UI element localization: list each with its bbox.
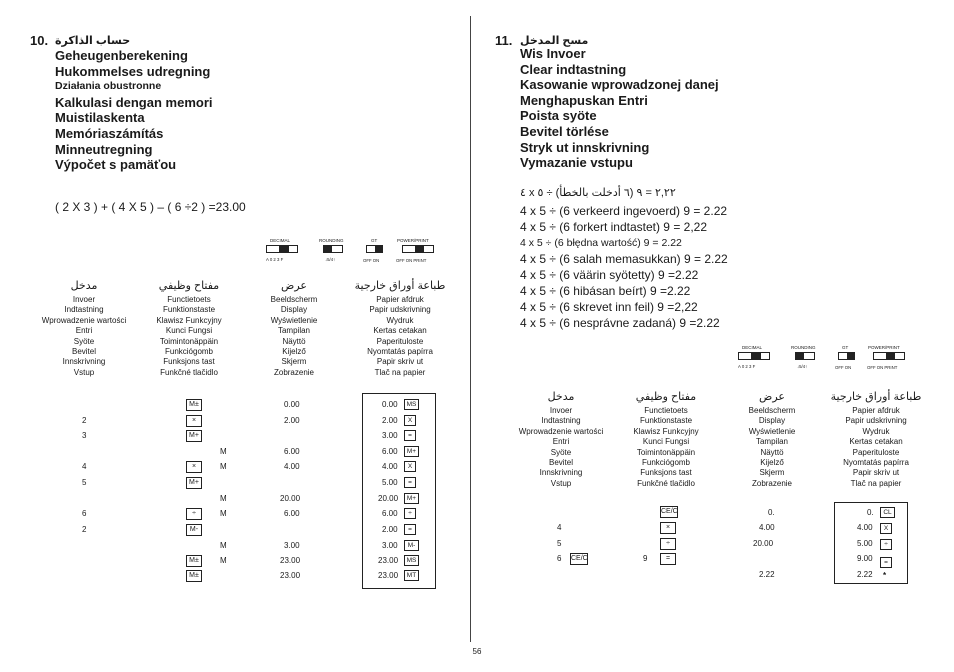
column-item: Wydruk [862,426,890,436]
column-item: Kertas cetakan [849,437,903,447]
tape-value: 23.00 [378,571,399,580]
memory-minus-key: M- [186,524,202,536]
up-arrow-icon: ↑ [333,257,336,262]
title-line: Memóriaszámítás [55,125,164,141]
page-number: 56 [472,647,482,656]
decimal-ticks: A 0 2 3 F [266,257,284,262]
tape-symbol: ÷ [404,508,416,519]
input-value: 5 [557,539,562,548]
column-item: Klawisz Funkcyjny [633,426,699,436]
example-line: 4 x 5 ÷ (6 skrevet inn feil) 9 =2,22 [520,300,698,314]
tape-symbol: M+ [404,446,419,457]
display-value: 2.00 [284,416,300,425]
tape-value: 6.00 [382,509,398,518]
tape-value: 3.00 [382,541,398,550]
display-column [730,391,814,489]
function-key-column [140,280,238,378]
title-line: Clear indtastning [520,61,627,77]
decimal-ticks: A 0 2 3 F [738,364,756,369]
memory-indicator: M [220,462,227,471]
column-item: Zobrazenie [751,478,793,488]
display-value: 0. [768,508,775,517]
memory-key: M± [186,399,202,411]
rounding-tick-label: 5/4 [327,257,334,262]
tape-symbol: M+ [404,493,419,504]
input-value: 4 [557,523,562,532]
column-item: Invoer [549,406,573,415]
column-item: Tlač na papier [850,478,902,488]
column-item: Beeldscherm [270,295,318,304]
tape-symbol: = [404,430,416,441]
title-line: Bevitel törlése [520,123,609,139]
title-line: Kasowanie wprowadzonej danej [520,77,719,93]
down-arrow-icon: ↓ [797,364,800,369]
paper-tape [362,393,436,589]
column-item: Vstup [550,478,572,488]
column-item: Näyttö [282,336,306,346]
title-line: Wis Invoer [520,46,586,61]
column-item: Funksjons tast [163,357,215,367]
column-item: Zobrazenie [273,367,315,377]
memory-indicator: M [220,556,227,565]
equals-key: = [660,553,676,565]
column-item: Toimintonäppäin [159,336,219,346]
gt-label: GT [371,238,378,243]
tape-value: 23.00 [378,556,399,565]
column-item: Funkciógomb [641,458,691,468]
column-item: Kijelző [282,347,306,357]
multiply-key: × [186,461,202,473]
function-key-column [618,391,714,489]
tape-value: 2.00 [382,416,398,425]
title-line: Vymazanie vstupu [520,155,633,171]
power-switch [402,245,434,253]
column-item: Kunci Fungsi [165,326,213,336]
rounding-switch [795,352,815,360]
column-item: Kunci Fungsi [642,437,690,447]
decimal-switch [738,352,770,360]
column-item: Entri [552,437,570,447]
column-item: Wydruk [386,315,414,325]
tape-value: 2.00 [382,525,398,534]
tape-value: 2.22 [857,570,873,579]
title-line: Menghapuskan Entri [520,92,648,108]
gt-ticks: OFF ON [363,258,380,263]
column-item: Tampilan [277,326,310,336]
column-item: Nyomtatás papírra [843,458,909,468]
column-item: Wprowadzenie wartości [518,426,604,436]
rounding-label: ROUNDING [791,345,816,350]
tape-symbol: MT [404,570,419,581]
section-titles [520,46,719,171]
gt-switch [838,352,855,360]
title-line: Poista syöte [520,108,597,124]
tape-symbol: MS [404,399,419,410]
memory-indicator: M [220,541,227,550]
column-item: Klawisz Funkcyjny [156,315,222,325]
rounding-switch [323,245,343,253]
column-item: Papir skriv ut [376,357,424,367]
section-titles [55,48,213,173]
print-column [820,391,932,489]
divide-key: ÷ [186,508,202,520]
tape-symbol: ÷ [880,539,892,550]
column-item: Funktionstaste [639,416,693,426]
column-item: Tlač na papier [374,367,426,377]
column-item: Paperituloste [852,447,900,457]
total-mark: * [883,571,887,580]
example-lines [520,203,728,331]
title-line: Muistilaskenta [55,110,145,126]
decimal-switch [266,245,298,253]
entry-column [508,391,614,489]
column-header: مفتاح وظيفي [635,391,697,403]
column-item: Syöte [73,336,95,346]
tape-value: 9.00 [857,554,873,563]
memory-indicator: M [220,509,227,518]
column-item: Papir udskrivning [369,305,431,315]
multiply-key: × [186,415,202,427]
print-column [344,280,456,378]
input-value: 6 [82,509,87,518]
down-arrow-icon: ↓ [325,257,328,262]
column-item: Innskrivning [62,357,106,367]
power-label: POWER/PRINT [397,238,429,243]
column-item: Entri [75,326,93,336]
memory-total-key: M± [186,555,202,567]
tape-symbol: MS [404,555,419,566]
tape-value: 5.00 [857,539,873,548]
column-item: Display [758,416,786,426]
tape-value: 5.00 [382,478,398,487]
column-item: Functietoets [167,295,211,304]
tape-symbol: = [404,477,416,488]
display-value: 6.00 [284,509,300,518]
column-item: Bevitel [71,347,96,357]
display-column [252,280,336,378]
input-value: 6 [557,554,562,563]
example-line: 4 x 5 ÷ (6 forkert indtastet) 9 = 2,22 [520,220,708,234]
clear-entry-key: CE/C [570,553,588,565]
example-line: 4 x 5 ÷ (6 hibásan beírt) 9 =2.22 [520,284,691,298]
tape-value: 0.00 [382,400,398,409]
input-value: 5 [82,478,87,487]
column-item: Beeldscherm [748,406,796,415]
column-header: طباعة أوراق خارجية [830,391,922,403]
rounding-label: ROUNDING [319,238,344,243]
example-line: 4 x 5 ÷ (6 verkeerd ingevoerd) 9 = 2.22 [520,204,728,218]
rounding-ticks [797,364,807,369]
memory-indicator: M [220,494,227,503]
display-value: 3.00 [284,541,300,550]
tape-symbol: X [404,461,416,472]
clear-entry-key: CE/C [660,506,678,518]
tape-value: 6.00 [382,447,398,456]
column-item: Invoer [72,295,96,304]
display-value: 2.22 [759,570,775,579]
column-item: Kertas cetakan [373,326,427,336]
arabic-title: مسح المدخل [520,35,589,47]
column-item: Näyttö [760,447,784,457]
input-value: 4 [82,462,87,471]
rounding-ticks [325,257,335,262]
memory-plus-key: M+ [186,477,202,489]
arabic-example: ٢,٢٢ = ٩ (٦ أدخلت بالخطأ) ÷ ٥ x ٤ [520,187,676,199]
column-item: Display [280,305,308,315]
input-value: 2 [82,416,87,425]
title-line: Działania obustronne [55,80,162,93]
gt-switch [366,245,383,253]
tape-symbol: X [880,523,892,534]
tape-value: 3.00 [382,431,398,440]
title-line: Kalkulasi dengan memori [55,94,213,110]
column-item: Funkčné tlačidlo [637,478,695,488]
tape-symbol: = [880,557,892,568]
display-value: 4.00 [284,462,300,471]
column-header: عرض [759,391,785,403]
tape-symbol: X [404,415,416,426]
tape-symbol: = [404,524,416,535]
column-item: Indtastning [64,305,104,315]
up-arrow-icon: ↑ [805,364,808,369]
column-item: Skjerm [759,468,785,478]
tape-value: 4.00 [382,462,398,471]
display-value: 20.00 [753,539,774,548]
column-header: مفتاح وظيفي [158,280,220,292]
column-item: Paperituloste [376,336,424,346]
column-item: Wyświetlenie [748,426,796,436]
title-line: Výpočet s pamäťou [55,157,177,173]
input-value: 3 [82,431,87,440]
column-item: Nyomtatás papírra [367,347,433,357]
column-item: Tampilan [755,437,788,447]
column-item: Funksjons tast [640,468,692,478]
column-item: Papier afdruk [852,406,900,415]
memory-indicator: M [220,447,227,456]
example-line: 4 x 5 ÷ (6 väärin syötetty) 9 =2.22 [520,268,699,282]
column-item: Wprowadzenie wartości [41,315,127,325]
tape-symbol: CL [880,507,895,518]
column-header: طباعة أوراق خارجية [354,280,446,292]
title-line: Minneutregning [55,141,153,157]
gt-label: GT [842,345,849,350]
memory-total-key: M± [186,570,202,582]
tape-value: 4.00 [857,523,873,532]
column-item: Funktionstaste [162,305,216,315]
example-line: 4 x 5 ÷ (6 błędna wartość) 9 = 2.22 [520,237,682,249]
tape-value: 20.00 [378,494,399,503]
column-item: Functietoets [644,406,688,415]
decimal-label: DECIMAL [742,345,763,350]
column-item: Vstup [73,367,95,377]
power-switch [873,352,905,360]
column-item: Syöte [550,447,572,457]
title-line: Geheugenberekening [55,48,188,63]
title-line: Stryk ut innskrivning [520,139,650,155]
column-item: Toimintonäppäin [636,447,696,457]
tape-value: 0. [867,508,874,517]
gt-ticks: OFF ON [835,365,852,370]
entry-column [30,280,138,378]
display-value: 23.00 [280,571,301,580]
column-item: Papier afdruk [376,295,424,304]
column-item: Papir udskrivning [845,416,907,426]
title-line: Hukommelses udregning [55,63,211,79]
column-item: Funkciógomb [164,347,214,357]
input-value: 9 [643,554,648,563]
power-ticks: OFF ON PRINT [867,365,898,370]
power-ticks: OFF ON PRINT [396,258,427,263]
example-equation: ( 2 X 3 ) + ( 4 X 5 ) – ( 6 ÷2 ) =23.00 [55,200,246,214]
column-header: مدخل [70,280,98,292]
column-item: Papir skriv ut [852,468,900,478]
rounding-tick-label: 5/4 [799,364,806,369]
section-number: 11. [495,33,513,48]
column-item: Innskrivning [539,468,583,478]
column-header: مدخل [547,391,575,403]
column-header: عرض [281,280,307,292]
decimal-label: DECIMAL [270,238,291,243]
tape-symbol: M- [404,540,419,551]
display-value: 23.00 [280,556,301,565]
column-item: Skjerm [281,357,307,367]
column-item: Bevitel [548,458,573,468]
display-value: 6.00 [284,447,300,456]
divide-key: ÷ [660,538,676,550]
column-item: Kijelző [760,458,784,468]
column-item: Wyświetlenie [270,315,318,325]
column-item: Funkčné tlačidlo [160,367,218,377]
multiply-key: × [660,522,676,534]
example-line: 4 x 5 ÷ (6 nesprávne zadaná) 9 =2.22 [520,316,720,330]
page-divider [470,16,471,642]
memory-plus-key: M+ [186,430,202,442]
display-value: 4.00 [759,523,775,532]
power-label: POWER/PRINT [868,345,900,350]
arabic-title: حساب الذاكرة [55,35,131,47]
section-number: 10. [30,33,49,48]
display-value: 0.00 [284,400,300,409]
column-item: Indtastning [541,416,581,426]
display-value: 20.00 [280,494,301,503]
input-value: 2 [82,525,87,534]
example-line: 4 x 5 ÷ (6 salah memasukkan) 9 = 2.22 [520,252,728,266]
